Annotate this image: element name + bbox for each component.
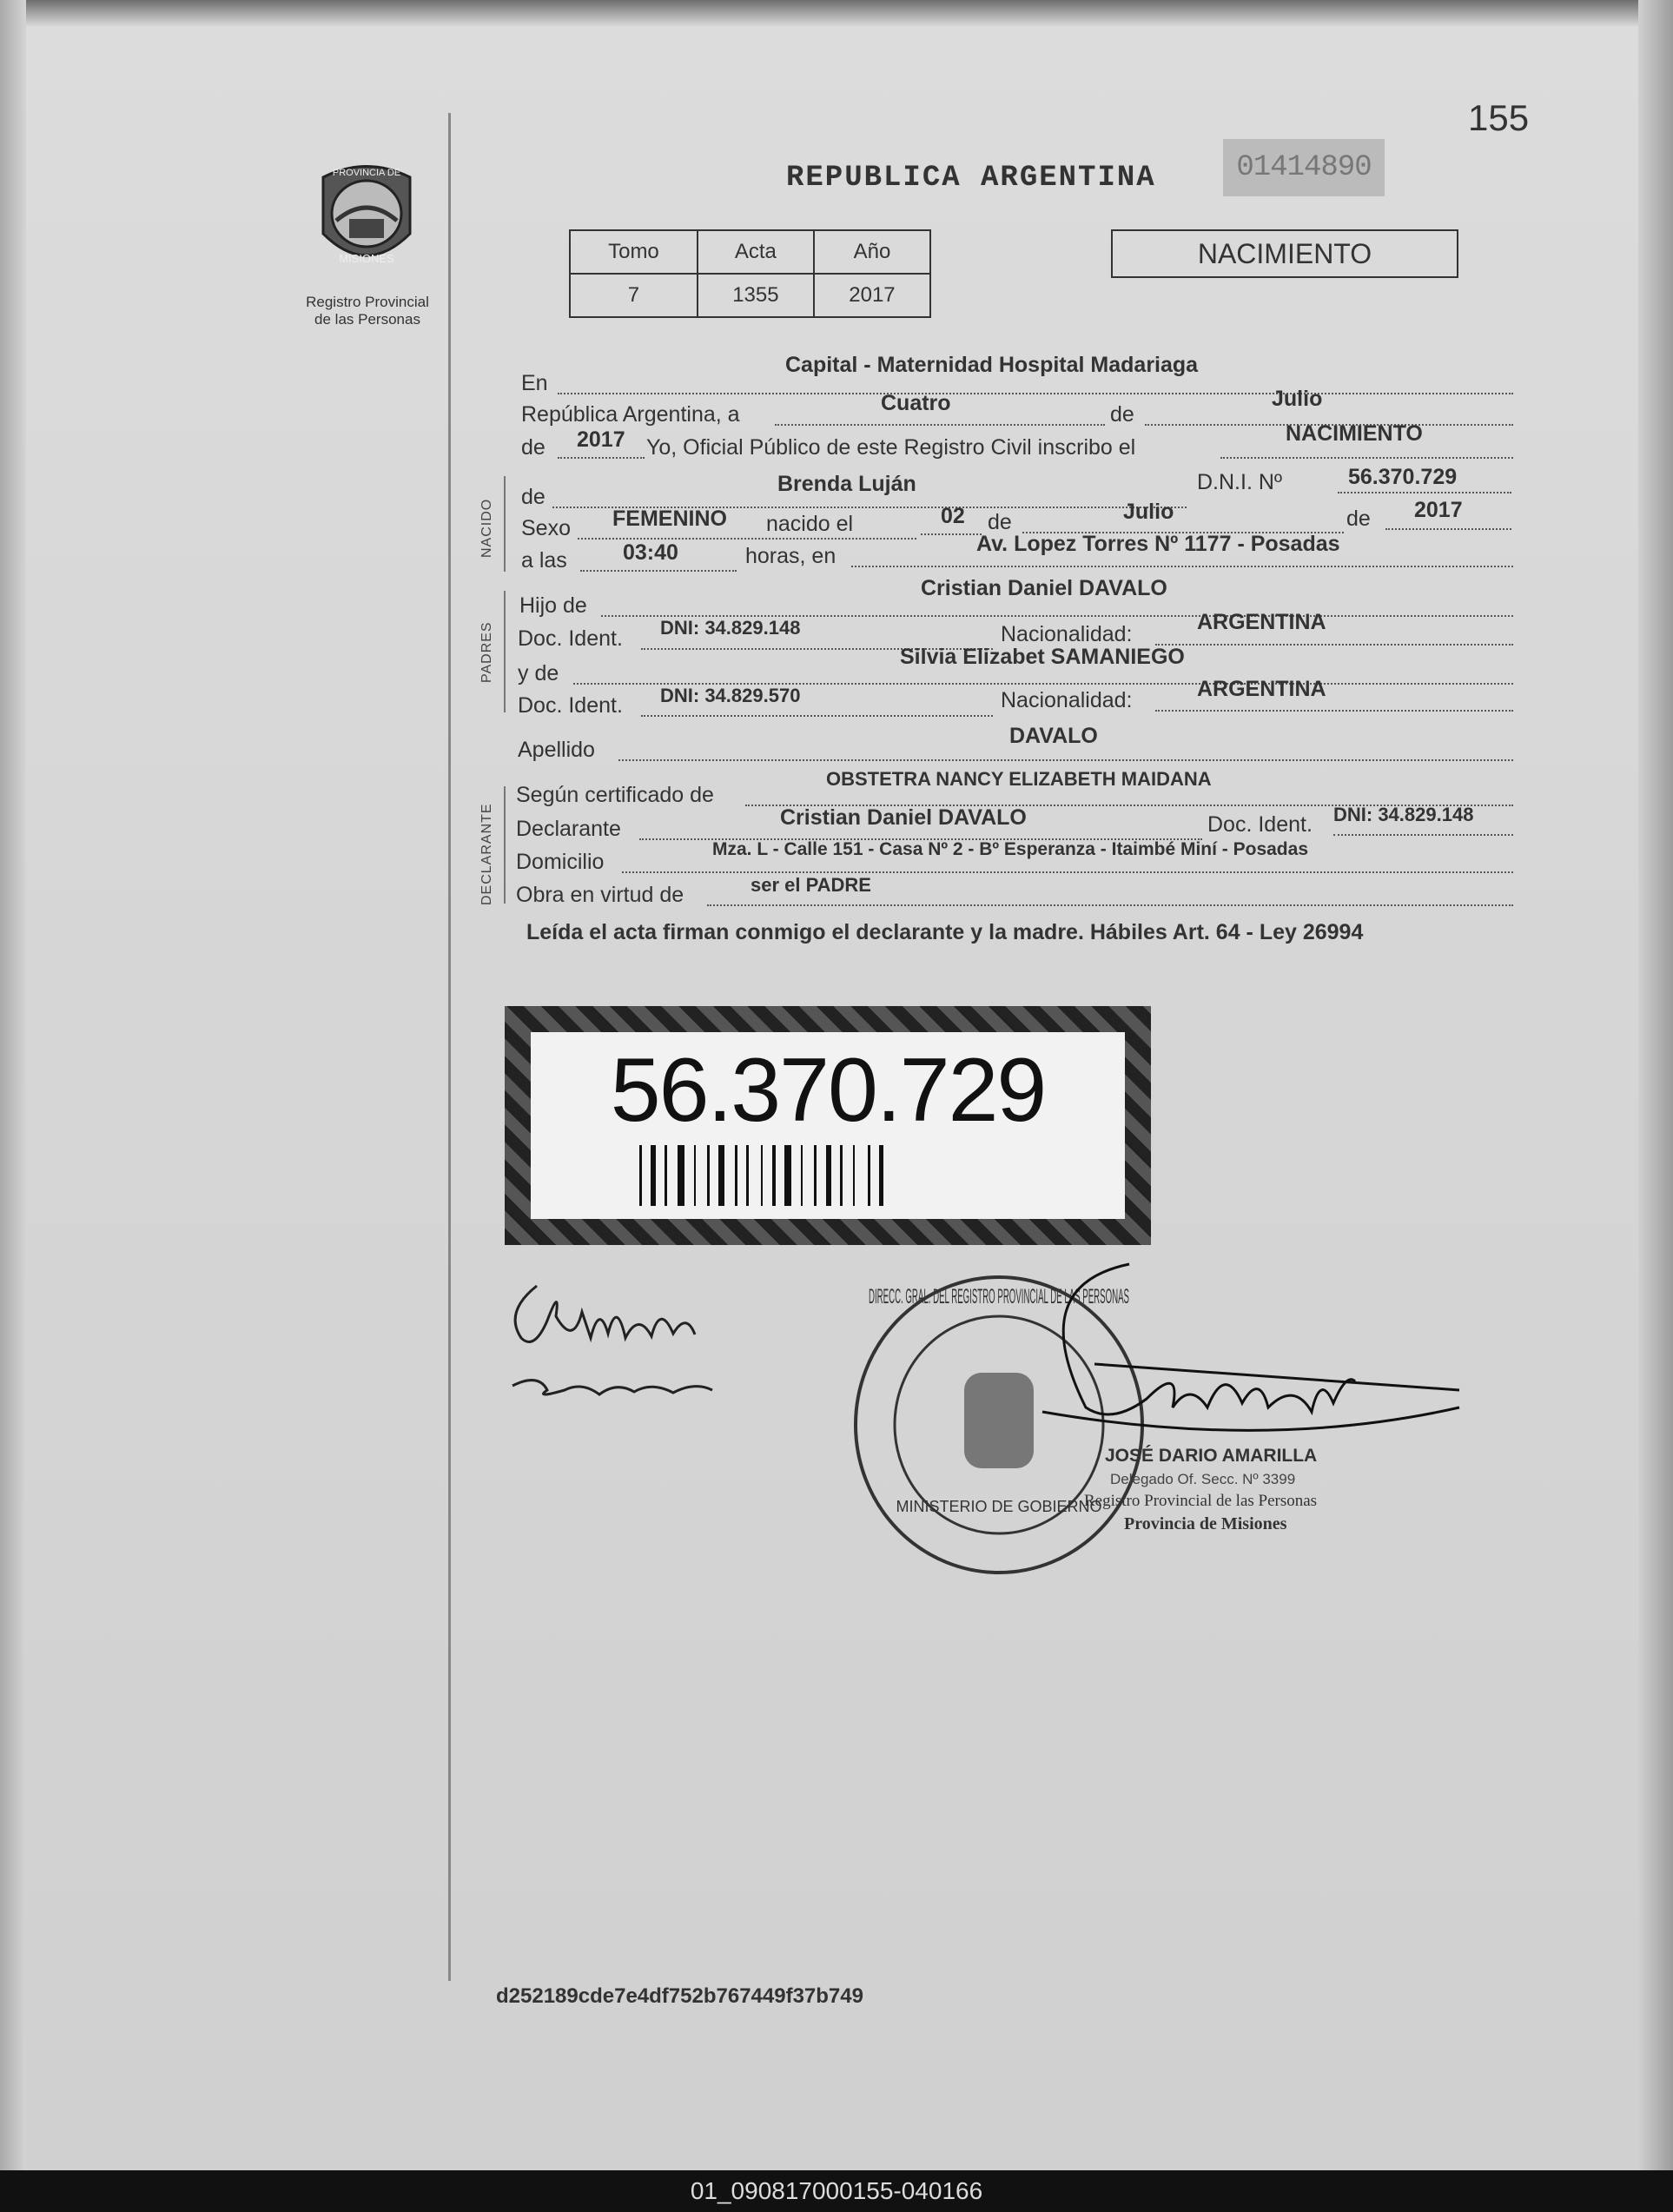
label-y-de: y de [518, 661, 559, 685]
line-en [558, 393, 1513, 394]
scan-top-shadow [0, 0, 1673, 26]
line-nac-dia [921, 533, 982, 535]
label-obra: Obra en virtud de [516, 883, 684, 907]
official-province: Provincia de Misiones [1124, 1514, 1287, 1533]
value-padre-nac: ARGENTINA [1197, 610, 1326, 634]
stamp-inner-text: MINISTERIO DE GOBIERNO [896, 1498, 1102, 1515]
label-certificado: Según certificado de [516, 783, 714, 807]
label-madre-doc: Doc. Ident. [518, 693, 623, 718]
value-nac-anio: 2017 [1414, 498, 1463, 522]
value-domicilio: Mza. L - Calle 151 - Casa Nº 2 - Bº Esperanza - Itaimbé Miní - Posadas [712, 839, 1308, 859]
seal-caption [278, 294, 457, 328]
official-office: Registro Provincial de las Personas [1084, 1492, 1318, 1510]
barcode-number: 56.370.729 [610, 1040, 1046, 1141]
label-hijo-de: Hijo de [519, 593, 587, 618]
line-padre-nac [1155, 644, 1513, 646]
line-madre-nac [1155, 710, 1513, 712]
label-nacido-el: nacido el [766, 512, 854, 536]
value-dia: Cuatro [881, 391, 951, 415]
value-certificado: OBSTETRA NANCY ELIZABETH MAIDANA [826, 768, 1212, 790]
barcode-label [531, 1032, 1125, 1219]
declarante-signature [512, 1286, 712, 1394]
value-padre: Cristian Daniel DAVALO [921, 576, 1167, 600]
line-lugar [851, 566, 1513, 567]
value-lugar: Av. Lopez Torres Nº 1177 - Posadas [976, 532, 1340, 556]
signatures-area [486, 1251, 1494, 1616]
value-en: Capital - Maternidad Hospital Madariaga [785, 353, 1199, 377]
label-declarante: Declarante [516, 817, 621, 841]
line-declarante-doc [1333, 834, 1513, 836]
label-domicilio: Domicilio [516, 850, 605, 874]
label-apellido: Apellido [518, 738, 595, 762]
label-declarante-doc: Doc. Ident. [1207, 812, 1313, 837]
act-type-box: NACIMIENTO [1111, 229, 1458, 278]
value-inscribo: NACIMIENTO [1286, 421, 1423, 446]
legal-text: Leída el acta firman conmigo el declarante y la madre. Hábiles Art. 64 - Ley 26994 [526, 920, 1364, 944]
value-sexo: FEMENINO [612, 507, 727, 531]
label-horas-en: horas, en [745, 544, 836, 568]
line-dni [1338, 492, 1511, 493]
value-obra: ser el PADRE [751, 874, 871, 896]
declarante-bar [504, 786, 506, 904]
official-role: Delegado Of. Secc. Nº 3399 [1110, 1471, 1296, 1487]
label-de-mes: de [1110, 402, 1134, 427]
registry-table-header-row [570, 230, 930, 274]
seal-text-bottom: MISIONES [339, 252, 394, 265]
line-anio [558, 457, 645, 459]
page-number: 155 [1468, 97, 1530, 138]
value-declarante-doc: DNI: 34.829.148 [1333, 804, 1474, 825]
label-de-nac-anio: de [1346, 507, 1371, 531]
header-anio: Año [814, 230, 930, 274]
label-dni: D.N.I. Nº [1197, 470, 1283, 494]
official-name: JOSÉ DARIO AMARILLA [1105, 1446, 1318, 1466]
barcode-bars [639, 1145, 1022, 1206]
line-domicilio [622, 871, 1513, 873]
stamp-outer-text: DIRECC. GRAL. DEL REGISTRO PROVINCIAL DE LAS PERSONAS [869, 1285, 1129, 1308]
label-sexo: Sexo [521, 516, 571, 540]
value-anio: 2017 [577, 427, 625, 452]
label-en: En [521, 371, 548, 395]
header-tomo: Tomo [570, 230, 698, 274]
line-sexo [578, 538, 916, 540]
seal-caption-line1: Registro Provincial [306, 294, 429, 310]
label-madre-nac: Nacionalidad: [1001, 688, 1133, 712]
label-nombre: de [521, 485, 546, 509]
value-nombre: Brenda Luján [777, 472, 916, 496]
official-stamp [856, 1277, 1142, 1573]
line-inscribo [1220, 457, 1513, 459]
value-nac-mes: Julio [1123, 500, 1174, 524]
line-nac-anio [1385, 528, 1511, 530]
section-label-nacido: NACIDO [479, 498, 494, 558]
registry-table-value-row [570, 274, 930, 317]
line-hora [580, 570, 737, 572]
label-republica: República Argentina, a [521, 402, 740, 427]
padres-bar [504, 591, 506, 712]
paper-fold [0, 0, 26, 2170]
nacido-bar [504, 476, 506, 572]
label-de-anio: de [521, 435, 546, 460]
value-declarante: Cristian Daniel DAVALO [780, 805, 1027, 830]
value-mes: Julio [1272, 387, 1323, 411]
paper-edge [1638, 0, 1673, 2170]
label-padre-doc: Doc. Ident. [518, 626, 623, 651]
value-madre-nac: ARGENTINA [1197, 677, 1326, 701]
line-apellido [618, 759, 1513, 761]
label-a-las: a las [521, 548, 567, 573]
value-nac-dia: 02 [941, 504, 965, 528]
registry-table [569, 229, 931, 318]
line-dia [775, 424, 1105, 426]
provincial-seal-icon [314, 160, 419, 268]
line-obra [707, 904, 1513, 906]
document-hash: d252189cde7e4df752b767449f37b749 [496, 1984, 863, 2008]
margin-line [448, 113, 451, 1981]
header-acta: Acta [698, 230, 814, 274]
value-anio: 2017 [814, 274, 930, 317]
serial-number: 01414890 [1223, 139, 1385, 196]
value-madre: Silvia Elizabet SAMANIEGO [900, 645, 1185, 669]
seal-caption-line2: de las Personas [314, 311, 420, 328]
seal-text-top: PROVINCIA DE [332, 168, 401, 178]
barcode-sticker [505, 1006, 1151, 1245]
value-dni: 56.370.729 [1348, 465, 1458, 489]
section-label-declarante: DECLARANTE [479, 803, 494, 905]
label-de-nac-mes: de [988, 510, 1012, 534]
label-padre-nac: Nacionalidad: [1001, 622, 1133, 646]
value-apellido: DAVALO [1009, 724, 1098, 748]
value-acta: 1355 [698, 274, 814, 317]
value-hora: 03:40 [623, 540, 678, 565]
value-padre-doc: DNI: 34.829.148 [660, 617, 801, 639]
footer-id: 01_090817000155-040166 [0, 2170, 1673, 2212]
value-tomo: 7 [570, 274, 698, 317]
value-madre-doc: DNI: 34.829.570 [660, 685, 801, 706]
section-label-padres: PADRES [479, 621, 494, 683]
label-oficial: Yo, Oficial Público de este Registro Civil inscribo el [646, 435, 1136, 460]
line-madre-doc [641, 715, 993, 717]
document-title: REPUBLICA ARGENTINA [786, 162, 1156, 195]
